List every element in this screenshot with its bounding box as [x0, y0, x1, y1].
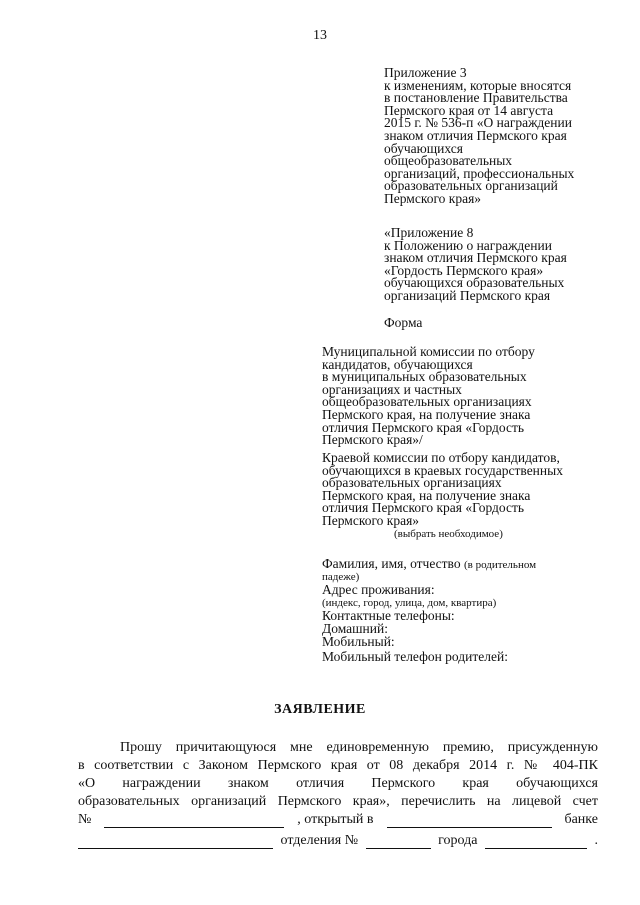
addressee-municipal: Муниципальной комиссии по отбору кандидатов, обучающихся в муниципальных образовательных организациях и частных общеобразовательных организациях Пермского края, на получение знака отличия Пермского края «Гордость Пермского края»/: [322, 344, 535, 448]
body-line-3: «О награждении знаком отличия Пермского края обучающихся: [78, 776, 598, 791]
bank-label: банке: [564, 812, 598, 827]
city-field[interactable]: [485, 836, 587, 849]
city-label: города: [438, 833, 478, 848]
opened-in-label: , открытый в: [297, 812, 374, 827]
document-title: ЗАЯВЛЕНИЕ: [274, 702, 366, 717]
fio-label: Фамилия, имя, отчество: [322, 556, 461, 571]
address-note: (индекс, город, улица, дом, квартира): [322, 597, 497, 609]
address-label: Адрес проживания:: [322, 582, 435, 597]
home-phone-label: Домашний:: [322, 621, 388, 636]
body-line-4: образовательных организаций Пермского края», перечислить на лицевой счет: [78, 794, 598, 809]
end-period: .: [594, 833, 598, 848]
parents-mobile-label: Мобильный телефон родителей:: [322, 649, 508, 664]
bank-name-field[interactable]: [387, 815, 552, 828]
form-label: Форма: [384, 315, 423, 330]
account-row: [78, 812, 598, 828]
fio-note: (в родительном: [463, 559, 537, 571]
choose-note: (выбрать необходимое): [394, 528, 503, 540]
page-number: 13: [313, 28, 327, 43]
addressee-regional: Краевой комиссии по отбору кандидатов, обучающихся в краевых государственных образовательных организациях Пермского края, на получение знака отличия Пермского края «Гордость Пермского края»: [322, 450, 563, 528]
contacts-label: Контактные телефоны:: [322, 608, 455, 623]
account-number-field[interactable]: [104, 815, 284, 828]
account-number-label: №: [78, 812, 92, 827]
appendix-8-header: «Приложение 8 к Положению о награждении знаком отличия Пермского края «Гордость Пермского края» обучающихся образовательных организаций Пермского края: [384, 225, 567, 303]
branch-row: [78, 833, 598, 849]
branch-number-field[interactable]: [366, 836, 431, 849]
appendix-3-header: Приложение 3 к изменениям, которые вносятся в постановление Правительства Пермского края от 14 августа 2015 г. № 536-п «О награждении знаком отличия Пермского края обучающихся общеобразовательных организаций, профессиональных образовательных организаций Пермского края»: [384, 65, 575, 206]
mobile-phone-label: Мобильный:: [322, 634, 395, 649]
fio-note-case: падеже): [322, 571, 360, 583]
body-line-2: в соответствии с Законом Пермского края от 08 декабря 2014 г. № 404-ПК: [78, 758, 598, 773]
branch-label: отделения №: [280, 833, 359, 848]
body-line-1: Прошу причитающуюся мне единовременную премию, присужденную: [120, 740, 598, 755]
fio-row: [322, 556, 622, 572]
bank-field-continued[interactable]: [78, 836, 273, 849]
